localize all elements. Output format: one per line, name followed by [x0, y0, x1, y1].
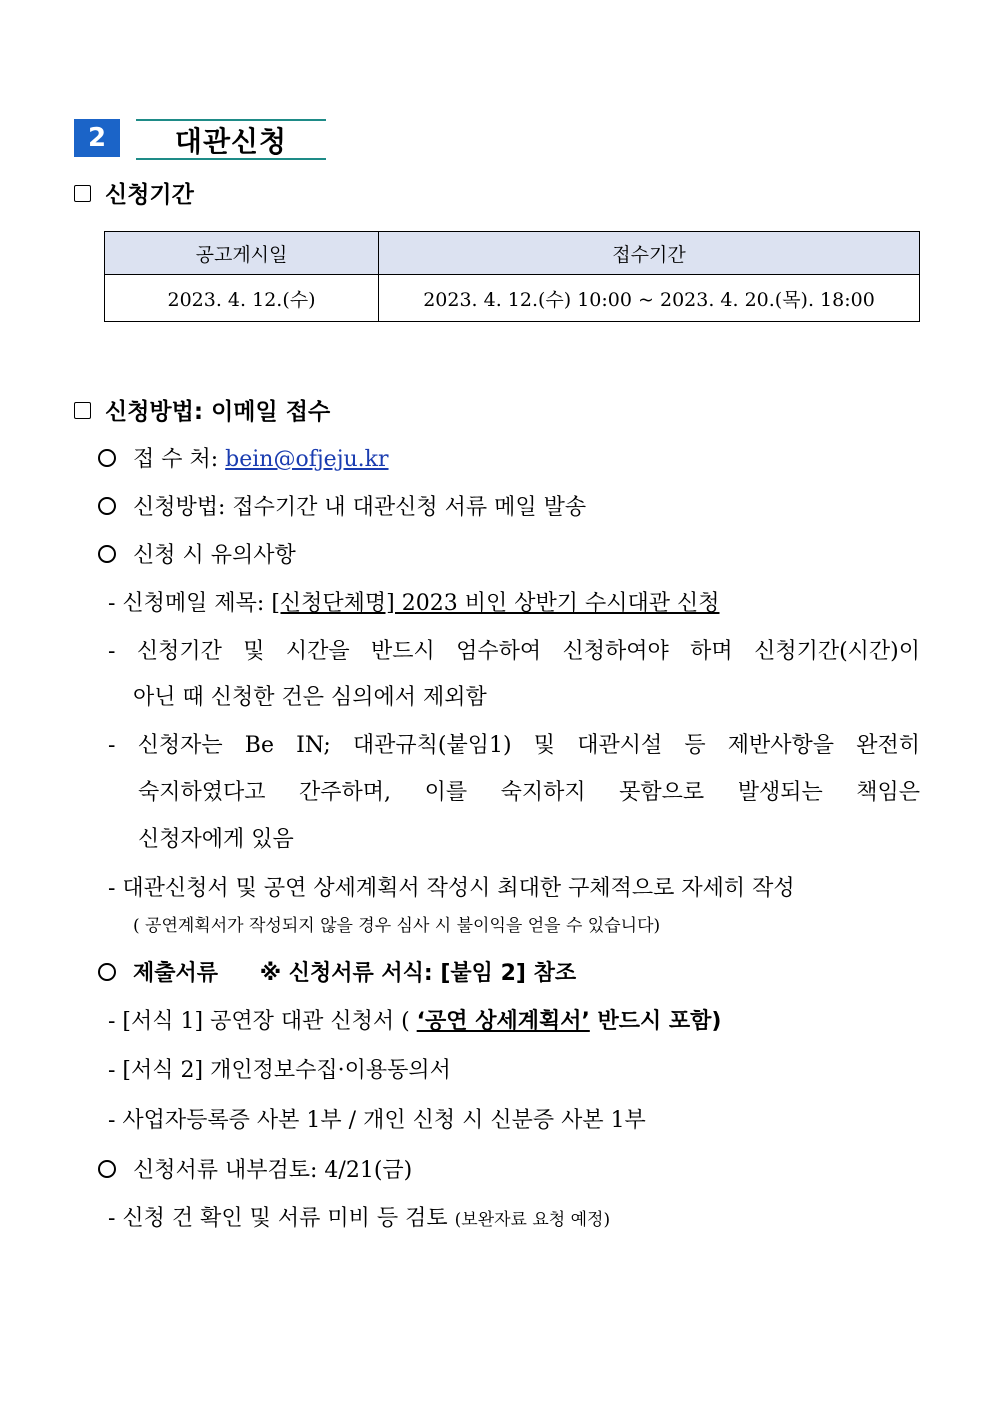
table-header-cell: 접수기간: [379, 232, 920, 275]
circle-bullet-icon: [98, 545, 116, 563]
section-title: 대관신청: [136, 119, 326, 160]
table-header-row: [105, 232, 920, 275]
document-item-3: - 사업자등록증 사본 1부 / 개인 신청 시 신분증 사본 1부: [108, 1108, 646, 1133]
period-heading-text: 신청기간: [105, 182, 194, 208]
note-rules-line2: 숙지하였다고 간주하며, 이를 숙지하지 못함으로 발생되는 책임은: [138, 780, 920, 805]
receiver-line: [98, 442, 389, 473]
documents-ref: ※ 신청서류 서식: [붙임 2] 참조: [259, 961, 577, 986]
square-bullet-icon: [74, 402, 91, 419]
note-deadline-line2: 아닌 때 신청한 건은 심의에서 제외함: [133, 685, 487, 710]
receiver-label: 접 수 처:: [133, 447, 219, 472]
circle-bullet-icon: [98, 449, 116, 467]
note-subject: [108, 586, 720, 617]
note-plan-line1: - 대관신청서 및 공연 상세계획서 작성시 최대한 구체적으로 자세히 작성: [108, 876, 795, 901]
review-title: 신청서류 내부검토: 4/21(금): [133, 1158, 413, 1183]
table-cell: 2023. 4. 12.(수): [105, 275, 379, 322]
documents-heading: [98, 956, 576, 987]
document-item-1-suffix: 반드시 포함): [589, 1009, 722, 1034]
circle-bullet-icon: [98, 497, 116, 515]
circle-bullet-icon: [98, 963, 116, 981]
note-subject-value: [신청단체명] 2023 비인 상반기 수시대관 신청: [271, 591, 720, 616]
note-rules-line3: 신청자에게 있음: [138, 827, 294, 852]
document-item-2: - [서식 2] 개인정보수집·이용동의서: [108, 1058, 451, 1083]
review-item: [108, 1201, 610, 1232]
table-row: [105, 275, 920, 322]
period-table: [104, 231, 920, 322]
notes-title-text: 신청 시 유의사항: [133, 543, 296, 568]
method-heading-text: 신청방법: 이메일 접수: [105, 399, 331, 425]
document-item-1: [108, 1004, 721, 1035]
table-cell: 2023. 4. 12.(수) 10:00 ~ 2023. 4. 20.(목). 18:00: [379, 275, 920, 322]
section-number-badge: 2: [74, 119, 120, 157]
note-subject-label: - 신청메일 제목:: [108, 591, 272, 616]
review-heading: [98, 1153, 412, 1184]
document-item-1-emphasis: ‘공연 상세계획서’: [416, 1009, 590, 1034]
method-line-text: 신청방법: 접수기간 내 대관신청 서류 메일 발송: [133, 495, 587, 520]
circle-bullet-icon: [98, 1160, 116, 1178]
square-bullet-icon: [74, 185, 91, 202]
receiver-email-link[interactable]: bein@ofjeju.kr: [225, 447, 389, 472]
document-item-1-prefix: - [서식 1] 공연장 대관 신청서 (: [108, 1009, 410, 1034]
table-header-cell: 공고게시일: [105, 232, 379, 275]
review-item-text: - 신청 건 확인 및 서류 미비 등 검토: [108, 1206, 448, 1231]
method-line: [98, 490, 586, 521]
review-item-note: (보완자료 요청 예정): [454, 1210, 611, 1230]
note-rules-line1: - 신청자는 Be IN; 대관규칙(붙임1) 및 대관시설 등 제반사항을 완전히: [108, 733, 920, 758]
note-plan-line2: ( 공연계획서가 작성되지 않을 경우 심사 시 불이익을 얻을 수 있습니다): [133, 916, 661, 936]
period-heading: [74, 176, 194, 209]
method-heading: [74, 393, 330, 426]
note-deadline-line1: - 신청기간 및 시간을 반드시 엄수하여 신청하여야 하며 신청기간(시간)이: [108, 639, 920, 664]
documents-title: 제출서류: [133, 961, 219, 986]
notes-title: [98, 538, 296, 569]
